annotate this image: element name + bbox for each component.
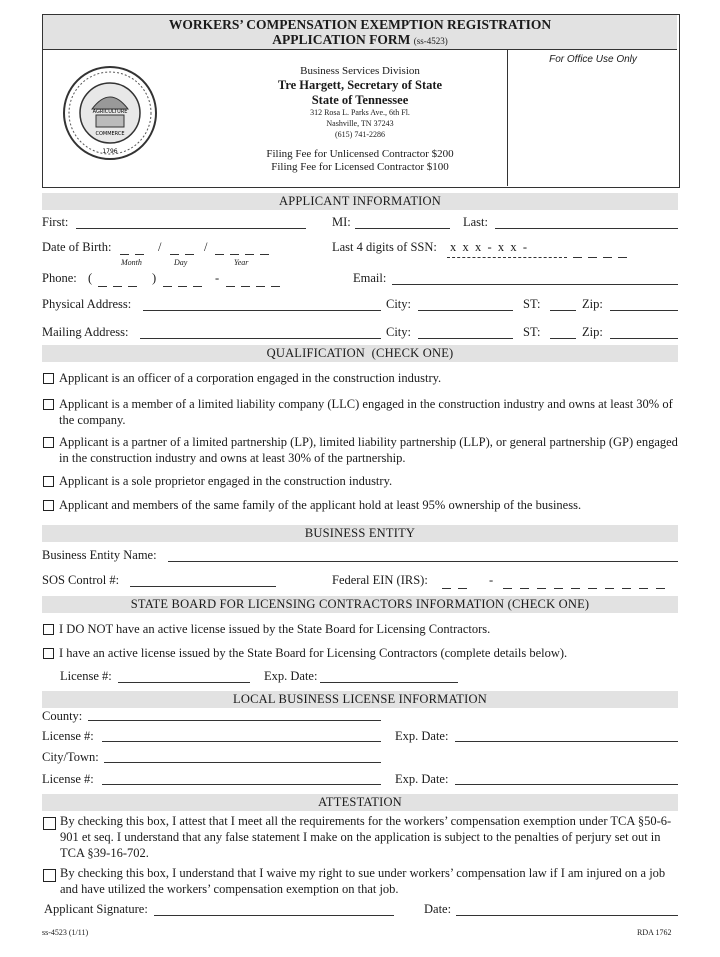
dob-label: Date of Birth: xyxy=(42,240,112,254)
city-town-field[interactable] xyxy=(104,762,381,763)
ein-digit-1[interactable] xyxy=(442,588,451,589)
office-phone: (615) 741-2286 xyxy=(335,130,385,139)
local-license-1-label: License #: xyxy=(42,729,94,743)
attestation-checkbox-2[interactable] xyxy=(43,869,56,882)
mailing-zip-label: Zip: xyxy=(582,325,603,339)
phone-dash: - xyxy=(215,271,220,285)
qualification-option-4: Applicant is a sole proprietor engaged in the construction industry. xyxy=(59,474,393,488)
address1: 312 Rosa L. Parks Ave., 6th Fl. xyxy=(310,108,410,117)
form-title-line2: APPLICATION FORM xyxy=(272,32,411,47)
business-name-field[interactable] xyxy=(168,561,678,562)
ein-digit-3[interactable] xyxy=(503,588,512,589)
ssn-digit-2[interactable] xyxy=(588,257,597,258)
attestation-text-1: By checking this box, I attest that I meet all the requirements for the workers’ compensation exemption under TCA §50-6-901 et seq. I understand that any false statement I make on the application is subject to the penalties of perjury set out in TCA §39-16-702. xyxy=(60,814,672,860)
physical-address-label: Physical Address: xyxy=(42,297,132,311)
phone-paren-open: ( xyxy=(88,271,93,285)
phone-pre-2[interactable] xyxy=(178,286,187,287)
ein-digit-4[interactable] xyxy=(520,588,529,589)
month-caption: Month xyxy=(121,258,142,267)
mi-label: MI: xyxy=(332,215,351,229)
form-code: (ss-4523) xyxy=(413,36,448,46)
ssn-mask: x x x - x x - xyxy=(450,240,528,254)
ein-digit-8[interactable] xyxy=(588,588,597,589)
local-exp-2-field[interactable] xyxy=(455,784,678,785)
qualification-checkbox-1[interactable] xyxy=(43,373,54,384)
mailing-st-label: ST: xyxy=(523,325,541,339)
local-heading: LOCAL BUSINESS LICENSE INFORMATION xyxy=(42,691,678,708)
phone-area-2[interactable] xyxy=(113,286,122,287)
sos-label: SOS Control #: xyxy=(42,573,120,587)
ein-label: Federal EIN (IRS): xyxy=(332,573,428,587)
county-label: County: xyxy=(42,709,83,723)
qualification-heading: QUALIFICATION (CHECK ONE) xyxy=(42,345,678,362)
business-heading: BUSINESS ENTITY xyxy=(42,525,678,542)
mi-field[interactable] xyxy=(355,228,450,229)
physical-city-label: City: xyxy=(386,297,412,311)
mailing-zip-field[interactable] xyxy=(610,338,678,339)
qualification-checkbox-4[interactable] xyxy=(43,476,54,487)
dob-day-2[interactable] xyxy=(185,254,194,255)
form-title xyxy=(43,17,677,49)
dob-year-1[interactable] xyxy=(215,254,224,255)
mailing-address-label: Mailing Address: xyxy=(42,325,129,339)
physical-city-field[interactable] xyxy=(418,310,513,311)
state-seal-icon xyxy=(62,65,158,161)
phone-pre-3[interactable] xyxy=(193,286,202,287)
state-board-checkbox-2[interactable] xyxy=(43,648,54,659)
dob-month-2[interactable] xyxy=(135,254,144,255)
physical-address-field[interactable] xyxy=(143,310,381,311)
ssn-mask-underline xyxy=(447,257,567,258)
dob-month-1[interactable] xyxy=(120,254,129,255)
local-exp-1-field[interactable] xyxy=(455,741,678,742)
division: Business Services Division xyxy=(300,65,420,77)
phone-pre-1[interactable] xyxy=(163,286,172,287)
qualification-checkbox-5[interactable] xyxy=(43,500,54,511)
dob-year-3[interactable] xyxy=(245,254,254,255)
qualification-option-5: Applicant and members of the same family of the applicant hold at least 95% ownership of the business. xyxy=(59,498,582,512)
physical-zip-field[interactable] xyxy=(610,310,678,311)
office-use-label: For Office Use Only xyxy=(549,54,637,65)
local-license-1-field[interactable] xyxy=(102,741,381,742)
phone-paren-close: ) xyxy=(152,271,157,285)
dob-day-1[interactable] xyxy=(170,254,179,255)
mailing-city-field[interactable] xyxy=(418,338,513,339)
applicant-heading: APPLICANT INFORMATION xyxy=(42,193,678,210)
state-board-checkbox-1[interactable] xyxy=(43,624,54,635)
seal-year: 1796 xyxy=(102,148,118,155)
signature-date-label: Date: xyxy=(424,902,452,916)
physical-st-field[interactable] xyxy=(550,310,576,311)
qualification-checkbox-3[interactable] xyxy=(43,437,54,448)
state-board-heading: STATE BOARD FOR LICENSING CONTRACTORS INFORMATION (CHECK ONE) xyxy=(42,596,678,613)
ssn-digit-4[interactable] xyxy=(618,257,627,258)
mailing-st-field[interactable] xyxy=(550,338,576,339)
dob-year-4[interactable] xyxy=(260,254,269,255)
ein-digit-9[interactable] xyxy=(605,588,614,589)
signature-label: Applicant Signature: xyxy=(44,902,148,916)
state-name: State of Tennessee xyxy=(311,93,409,107)
dob-sep-1: / xyxy=(158,240,162,254)
first-name-field[interactable] xyxy=(76,228,306,229)
local-exp-1-label: Exp. Date: xyxy=(395,729,449,743)
qualification-checkbox-2[interactable] xyxy=(43,399,54,410)
form-title-line1: WORKERS’ COMPENSATION EXEMPTION REGISTRATION xyxy=(168,17,552,32)
city-town-label: City/Town: xyxy=(42,750,99,764)
first-label: First: xyxy=(42,215,69,229)
sos-field[interactable] xyxy=(130,586,276,587)
day-caption: Day xyxy=(174,258,188,267)
signature-date-field[interactable] xyxy=(456,915,678,916)
phone-line-1[interactable] xyxy=(226,286,235,287)
ein-digit-10[interactable] xyxy=(622,588,631,589)
signature-field[interactable] xyxy=(154,915,394,916)
phone-line-3[interactable] xyxy=(256,286,265,287)
footer-form-code: ss-4523 (1/11) xyxy=(42,928,89,937)
physical-st-label: ST: xyxy=(523,297,541,311)
year-caption: Year xyxy=(234,258,249,267)
state-board-option-1: I DO NOT have an active license issued by the State Board for Licensing Contractors. xyxy=(59,622,491,636)
mailing-address-field[interactable] xyxy=(140,338,381,339)
ein-digit-2[interactable] xyxy=(458,588,467,589)
address2: Nashville, TN 37243 xyxy=(326,119,394,128)
state-exp-field[interactable] xyxy=(320,682,458,683)
phone-area-3[interactable] xyxy=(128,286,137,287)
mailing-city-label: City: xyxy=(386,325,412,339)
ein-digit-5[interactable] xyxy=(537,588,546,589)
physical-zip-label: Zip: xyxy=(582,297,603,311)
fee-unlicensed: Filing Fee for Unlicensed Contractor $200 xyxy=(266,148,454,160)
seal-lower-text: COMMERCE xyxy=(95,131,125,137)
county-field[interactable] xyxy=(88,720,381,721)
ein-digit-12[interactable] xyxy=(656,588,665,589)
office-divider xyxy=(507,49,508,186)
header-address-block xyxy=(230,64,490,174)
state-exp-label: Exp. Date: xyxy=(264,669,318,683)
seal-center-text: AGRICULTURE xyxy=(92,109,128,115)
phone-line-2[interactable] xyxy=(241,286,250,287)
fee-licensed: Filing Fee for Licensed Contractor $100 xyxy=(271,161,449,173)
email-field[interactable] xyxy=(392,284,678,285)
state-board-option-2: I have an active license issued by the State Board for Licensing Contractors (complete details below). xyxy=(59,646,568,660)
state-license-label: License #: xyxy=(60,669,112,683)
local-license-2-field[interactable] xyxy=(102,784,381,785)
dob-sep-2: / xyxy=(204,240,208,254)
local-exp-2-label: Exp. Date: xyxy=(395,772,449,786)
attestation-checkbox-1[interactable] xyxy=(43,817,56,830)
phone-line-4[interactable] xyxy=(271,286,280,287)
ssn-label: Last 4 digits of SSN: xyxy=(332,240,437,254)
qualification-option-3: Applicant is a partner of a limited partnership (LP), limited liability partnership (LLP), or general partnership (GP) engaged in the construction industry and owns at least 30% of the partnership. xyxy=(59,435,678,465)
business-name-label: Business Entity Name: xyxy=(42,548,157,562)
local-license-2-label: License #: xyxy=(42,772,94,786)
ssn-digit-3[interactable] xyxy=(603,257,612,258)
email-label: Email: xyxy=(353,271,387,285)
secretary: Tre Hargett, Secretary of State xyxy=(277,78,443,92)
dob-year-2[interactable] xyxy=(230,254,239,255)
attestation-heading: ATTESTATION xyxy=(42,794,678,811)
qualification-option-2: Applicant is a member of a limited liability company (LLC) engaged in the construction industry and owns at least 30% of the company. xyxy=(59,397,673,427)
ssn-digit-1[interactable] xyxy=(573,257,582,258)
phone-label: Phone: xyxy=(42,271,77,285)
footer-rda: RDA 1762 xyxy=(637,928,672,937)
last-label: Last: xyxy=(463,215,488,229)
ein-digit-11[interactable] xyxy=(639,588,648,589)
last-name-field[interactable] xyxy=(495,228,678,229)
phone-area-1[interactable] xyxy=(98,286,107,287)
ein-digit-7[interactable] xyxy=(571,588,580,589)
state-license-field[interactable] xyxy=(118,682,250,683)
ein-digit-6[interactable] xyxy=(554,588,563,589)
ein-dash: - xyxy=(489,573,494,587)
qualification-option-1: Applicant is an officer of a corporation engaged in the construction industry. xyxy=(59,371,442,385)
attestation-text-2: By checking this box, I understand that I waive my right to sue under workers’ compensation law if I am injured on a job and have utilized the workers’ compensation exemption on that job. xyxy=(60,866,666,896)
